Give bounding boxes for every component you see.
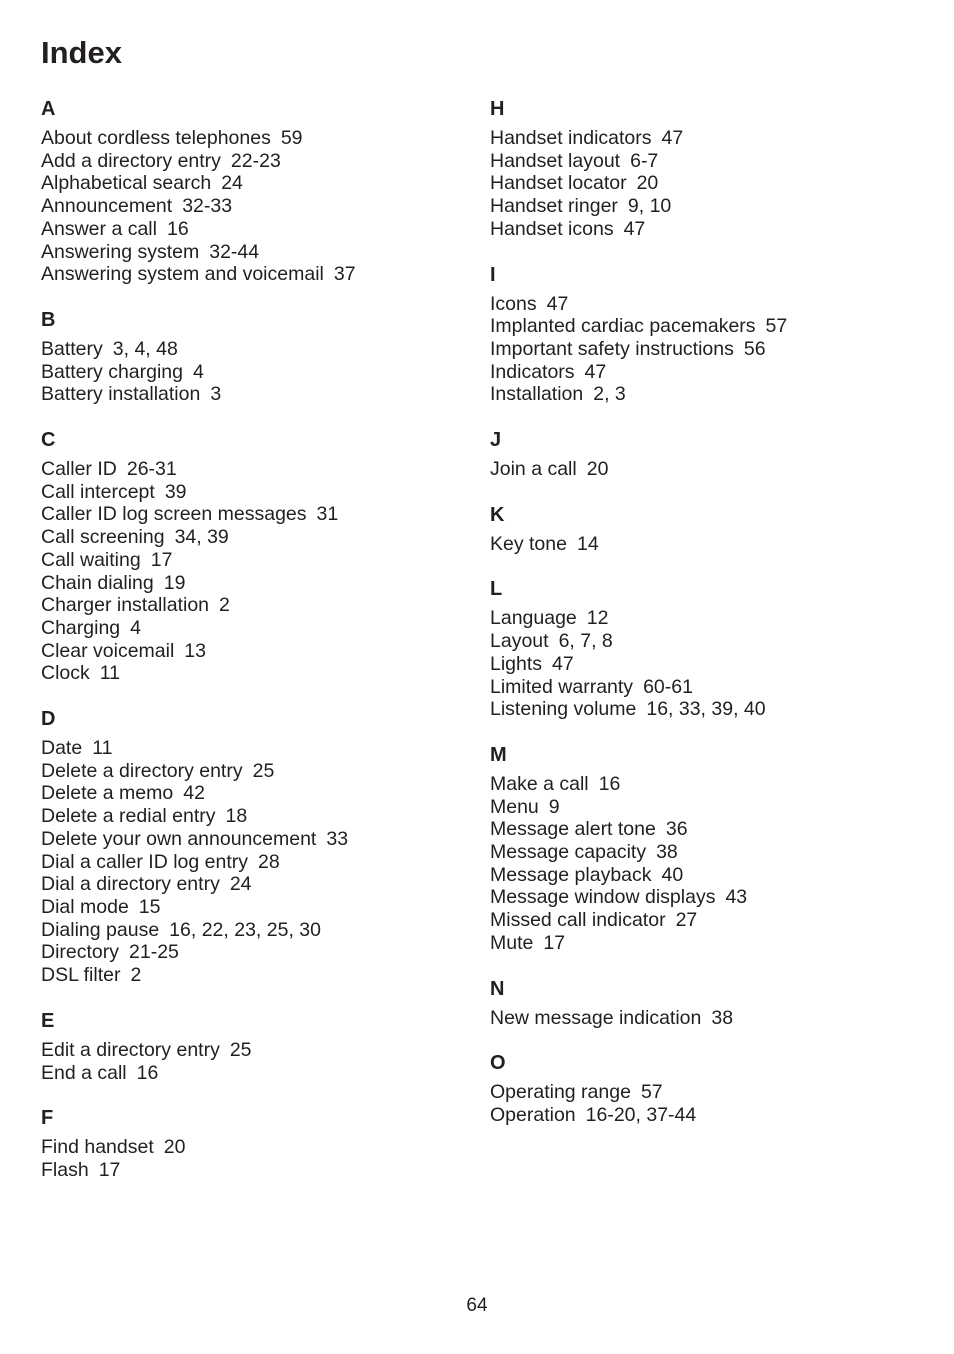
index-entry	[41, 594, 471, 617]
index-entry	[490, 653, 920, 676]
index-page-refs: 3	[210, 383, 222, 406]
index-entry	[41, 572, 471, 595]
index-term: Message capacity	[490, 841, 647, 864]
index-page-refs: 47	[661, 127, 684, 149]
index-entry	[490, 172, 920, 195]
index-entry	[41, 503, 471, 526]
index-page-refs: 40	[661, 863, 684, 886]
index-term: Find handset	[41, 1136, 154, 1159]
section-letter: F	[41, 1107, 54, 1130]
index-section-a	[41, 97, 471, 286]
index-entry	[490, 1081, 920, 1104]
index-term: Answering system	[41, 240, 200, 263]
section-letter: M	[490, 743, 507, 766]
index-entry	[41, 782, 471, 805]
index-page-refs: 17	[543, 931, 566, 954]
index-page-refs: 21-25	[129, 941, 179, 964]
index-term: Installation	[490, 383, 584, 406]
index-entry	[41, 896, 471, 919]
index-term: Dial mode	[41, 895, 129, 918]
index-term: Chain dialing	[41, 571, 154, 594]
index-page-refs: 13	[184, 639, 206, 662]
index-entry	[490, 630, 920, 653]
index-term: Call waiting	[41, 548, 141, 571]
section-letter: C	[41, 429, 56, 452]
index-term: Key tone	[490, 532, 567, 555]
index-term: Call intercept	[41, 480, 155, 503]
index-section-i	[490, 263, 920, 407]
index-entry	[41, 737, 471, 760]
index-page-refs: 25	[229, 1038, 252, 1061]
index-term: Icons	[490, 292, 537, 315]
index-page-refs: 16, 22, 23, 25, 30	[169, 918, 321, 941]
index-term: DSL filter	[41, 964, 121, 987]
index-term: About cordless telephones	[41, 127, 271, 149]
index-term: Handset indicators	[490, 127, 652, 149]
index-term: Dialing pause	[41, 918, 160, 941]
index-term: Handset icons	[490, 217, 614, 240]
index-page-refs: 20	[586, 458, 609, 481]
index-entry	[41, 873, 471, 896]
index-entry	[41, 263, 471, 286]
index-page-refs: 39	[164, 480, 187, 503]
index-page-refs: 16-20, 37-44	[585, 1103, 697, 1126]
index-entry	[41, 1039, 471, 1062]
index-entry	[41, 241, 471, 264]
index-term: Charger installation	[41, 594, 210, 617]
page-title: Index	[41, 35, 122, 70]
index-term: Delete a redial entry	[41, 805, 216, 828]
index-entry	[490, 361, 920, 384]
index-page-refs: 38	[711, 1006, 734, 1029]
section-letter: I	[490, 263, 496, 286]
section-letter: O	[490, 1052, 506, 1075]
index-term: Answer a call	[41, 217, 157, 240]
index-section-m	[490, 743, 920, 955]
index-term: Announcement	[41, 195, 173, 218]
index-term: Dial a directory entry	[41, 873, 220, 896]
index-term: Answering system and voicemail	[41, 263, 324, 286]
index-term: Date	[41, 737, 83, 760]
index-page-refs: 11	[99, 662, 121, 685]
index-section-h	[490, 97, 920, 241]
index-entry	[490, 338, 920, 361]
section-letter: L	[490, 578, 503, 601]
index-entry	[41, 338, 471, 361]
index-term: Important safety instructions	[490, 337, 734, 360]
index-column-left	[41, 97, 471, 1204]
index-term: Battery charging	[41, 360, 183, 383]
index-entry	[490, 533, 920, 556]
section-letter: K	[490, 503, 505, 526]
index-entry	[490, 458, 920, 481]
index-page-refs: 20	[163, 1136, 186, 1159]
index-page-refs: 11	[92, 737, 113, 760]
index-term: Indicators	[490, 360, 575, 383]
index-entry	[41, 1159, 471, 1182]
index-entry	[490, 864, 920, 887]
index-section-o	[490, 1051, 920, 1126]
index-term: Make a call	[490, 772, 589, 795]
index-term: Layout	[490, 630, 549, 653]
index-page-refs: 31	[316, 503, 339, 526]
index-page-refs: 37	[333, 263, 356, 286]
index-page-refs: 32-44	[209, 240, 260, 263]
index-term: Delete a memo	[41, 782, 174, 805]
index-entry	[41, 195, 471, 218]
index-entry	[490, 607, 920, 630]
index-entry	[41, 828, 471, 851]
index-entry	[41, 760, 471, 783]
index-page-refs: 36	[665, 818, 688, 841]
index-page-refs: 57	[640, 1081, 663, 1104]
index-term: Alphabetical search	[41, 172, 212, 195]
index-page-refs: 17	[98, 1158, 121, 1181]
index-page-refs: 28	[258, 850, 280, 873]
index-page-refs: 25	[252, 759, 275, 782]
index-page-refs: 6-7	[630, 149, 659, 172]
index-term: Message window displays	[490, 886, 716, 909]
index-page-refs: 34, 39	[174, 526, 229, 549]
index-page-refs: 24	[221, 172, 243, 195]
index-entry	[41, 805, 471, 828]
index-term: Delete a directory entry	[41, 759, 243, 782]
index-entry	[41, 964, 471, 987]
index-entry	[490, 315, 920, 338]
index-term: Missed call indicator	[490, 909, 666, 932]
index-term: Flash	[41, 1158, 89, 1181]
index-entry	[41, 526, 471, 549]
index-entry	[41, 218, 471, 241]
index-section-f	[41, 1106, 471, 1181]
index-page-refs: 59	[280, 127, 303, 149]
index-page-refs: 24	[229, 873, 252, 896]
index-page-refs: 47	[546, 292, 569, 315]
index-page-refs: 2, 3	[593, 383, 626, 406]
index-entry	[490, 818, 920, 841]
index-page-refs: 6, 7, 8	[558, 630, 613, 653]
index-entry	[490, 1104, 920, 1127]
index-entry	[490, 293, 920, 316]
index-entry	[490, 676, 920, 699]
index-entry	[41, 361, 471, 384]
index-entry	[41, 458, 471, 481]
index-page-refs: 20	[636, 172, 659, 195]
index-entry	[490, 773, 920, 796]
index-term: Mute	[490, 931, 534, 954]
index-term: Add a directory entry	[41, 149, 221, 172]
index-section-j	[490, 428, 920, 481]
index-entry	[41, 941, 471, 964]
index-page-refs: 9, 10	[627, 195, 672, 218]
index-entry	[41, 127, 471, 150]
index-entry	[41, 383, 471, 406]
index-page-refs: 57	[765, 315, 788, 338]
section-letter: E	[41, 1009, 55, 1032]
index-page-refs: 42	[183, 782, 205, 805]
index-section-n	[490, 977, 920, 1030]
index-term: Language	[490, 607, 577, 630]
index-term: Delete your own announcement	[41, 827, 317, 850]
index-term: Message alert tone	[490, 818, 656, 841]
index-section-d	[41, 707, 471, 987]
index-column-right	[490, 97, 920, 1149]
index-term: Handset layout	[490, 149, 621, 172]
index-entry	[41, 617, 471, 640]
index-page-refs: 2	[130, 964, 142, 987]
index-page-refs: 2	[219, 594, 230, 617]
index-page-refs: 14	[576, 532, 599, 555]
index-entry	[490, 218, 920, 241]
index-term: Charging	[41, 616, 121, 639]
index-page-refs: 47	[584, 360, 607, 383]
index-entry	[490, 841, 920, 864]
index-entry	[490, 1007, 920, 1030]
index-page-refs: 32-33	[182, 195, 233, 218]
index-page-refs: 16, 33, 39, 40	[646, 698, 766, 721]
index-term: Message playback	[490, 863, 652, 886]
index-page-refs: 56	[743, 337, 766, 360]
index-entry	[41, 1062, 471, 1085]
index-entry	[490, 150, 920, 173]
index-term: Operating range	[490, 1081, 631, 1104]
index-term: Call screening	[41, 526, 165, 549]
index-section-e	[41, 1009, 471, 1084]
index-term: Implanted cardiac pacemakers	[490, 315, 756, 338]
index-entry	[41, 150, 471, 173]
section-letter: N	[490, 977, 505, 1000]
index-page-refs: 19	[163, 571, 186, 594]
index-term: Menu	[490, 795, 539, 818]
index-page-refs: 33	[326, 827, 349, 850]
index-section-b	[41, 308, 471, 406]
index-section-l	[490, 577, 920, 721]
index-page-refs: 16	[598, 772, 621, 795]
index-entry	[41, 549, 471, 572]
index-page-refs: 43	[725, 886, 748, 909]
index-page-refs: 38	[656, 841, 678, 864]
index-entry	[41, 481, 471, 504]
index-term: Caller ID	[41, 458, 117, 481]
index-term: Edit a directory entry	[41, 1038, 220, 1061]
index-entry	[41, 1136, 471, 1159]
index-section-c	[41, 428, 471, 685]
page-number: 64	[466, 1295, 488, 1316]
index-page-refs: 3, 4, 48	[112, 337, 178, 360]
section-letter: H	[490, 98, 505, 120]
index-page-refs: 9	[548, 795, 560, 818]
index-page-refs: 26-31	[126, 458, 177, 481]
index-term: Directory	[41, 941, 120, 964]
index-term: Handset locator	[490, 172, 627, 195]
index-term: Clock	[41, 662, 90, 685]
index-entry	[41, 919, 471, 942]
index-page-refs: 12	[586, 607, 609, 630]
index-page-refs: 18	[225, 805, 248, 828]
index-term: End a call	[41, 1061, 127, 1084]
index-term: Handset ringer	[490, 195, 618, 218]
index-page-refs: 47	[552, 652, 574, 675]
index-page-refs: 16	[136, 1061, 159, 1084]
index-entry	[490, 886, 920, 909]
index-entry	[490, 698, 920, 721]
index-section-k	[490, 503, 920, 556]
index-term: Caller ID log screen messages	[41, 503, 307, 526]
index-term: Operation	[490, 1103, 576, 1126]
index-term: Clear voicemail	[41, 639, 175, 662]
index-entry	[41, 172, 471, 195]
index-page-refs: 27	[675, 909, 698, 932]
index-entry	[41, 640, 471, 663]
index-entry	[490, 383, 920, 406]
index-page-refs: 60-61	[643, 675, 693, 698]
index-entry	[490, 195, 920, 218]
index-term: Battery	[41, 337, 103, 360]
section-letter: A	[41, 98, 56, 120]
section-letter: D	[41, 708, 56, 731]
index-term: Limited warranty	[490, 675, 634, 698]
index-entry	[490, 127, 920, 150]
section-letter: J	[490, 429, 502, 452]
index-page-refs: 17	[150, 548, 173, 571]
index-page-refs: 4	[130, 616, 141, 639]
index-page-refs: 15	[138, 895, 161, 918]
index-term: Battery installation	[41, 383, 201, 406]
index-entry	[490, 932, 920, 955]
index-page-refs: 22-23	[230, 149, 281, 172]
index-term: Dial a caller ID log entry	[41, 850, 248, 873]
index-term: Listening volume	[490, 698, 637, 721]
index-page-refs: 47	[623, 217, 646, 240]
index-term: New message indication	[490, 1006, 702, 1029]
index-entry	[41, 851, 471, 874]
index-entry	[41, 662, 471, 685]
index-page-refs: 16	[166, 217, 189, 240]
index-entry	[490, 909, 920, 932]
index-term: Join a call	[490, 458, 577, 481]
index-entry	[490, 796, 920, 819]
section-letter: B	[41, 308, 56, 331]
index-term: Lights	[490, 652, 543, 675]
index-page-refs: 4	[193, 360, 204, 383]
